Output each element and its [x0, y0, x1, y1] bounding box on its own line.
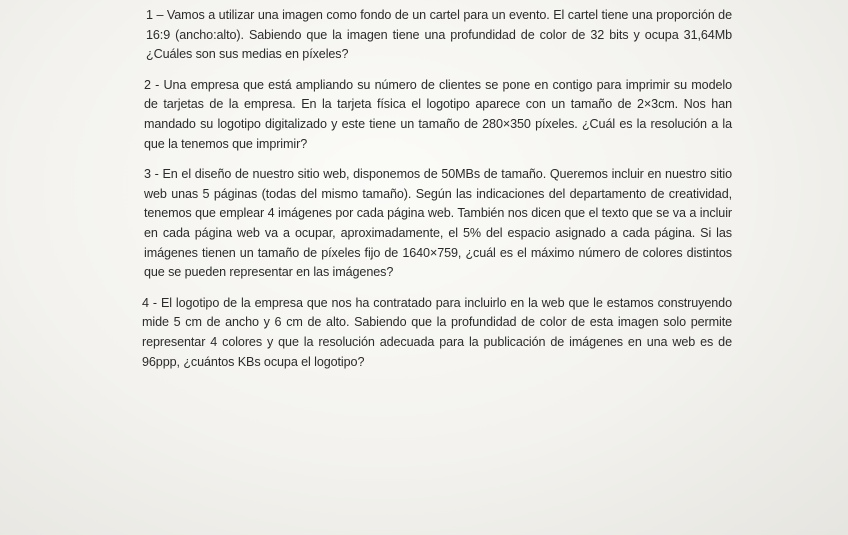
question-3: 3 - En el diseño de nuestro sitio web, disponemos de 50MBs de tamaño. Queremos incluir en nuestro sitio web unas 5 páginas (todas del mismo tamaño). Según las indicaciones del departamento de creatividad, tenemos que emplear 4 imágenes por cada página web. También nos dicen que el texto que se va a incluir en cada página web va a ocupar, aproximadamente, el 5% del espacio asignado a cada página. Si las imágenes tienen un tamaño de píxeles fijo de 1640×759, ¿cuál es el máximo número de colores distintos que se pueden representar en las imágenes?: [144, 167, 732, 280]
question-4: 4 - El logotipo de la empresa que nos ha contratado para incluirlo en la web que le estamos construyendo mide 5 cm de ancho y 6 cm de alto. Sabiendo que la profundidad de color de esta imagen solo permite representar 4 colores y que la resolución adecuada para la publicación de imágenes en una web es de 96ppp, ¿cuántos KBs ocupa el logotipo?: [142, 295, 732, 369]
question-2: 2 - Una empresa que está ampliando su número de clientes se pone en contigo para imprimir su modelo de tarjetas de la empresa. En la tarjeta física el logotipo aparece con un tamaño de 2×3cm. Nos han mandado su logotipo digitalizado y este tiene un tamaño de 280×350 píxeles. ¿Cuál es la resolución a la que la tenemos que imprimir?: [144, 77, 732, 151]
question-1: 1 – Vamos a utilizar una imagen como fondo de un cartel para un evento. El cartel tiene una proporción de 16:9 (ancho:alto). Sabiendo que la imagen tiene una profundidad de color de 32 bits y ocupa 31,64Mb ¿Cuáles son sus medias en píxeles?: [146, 8, 732, 62]
exercise-sheet: [142, 6, 732, 383]
